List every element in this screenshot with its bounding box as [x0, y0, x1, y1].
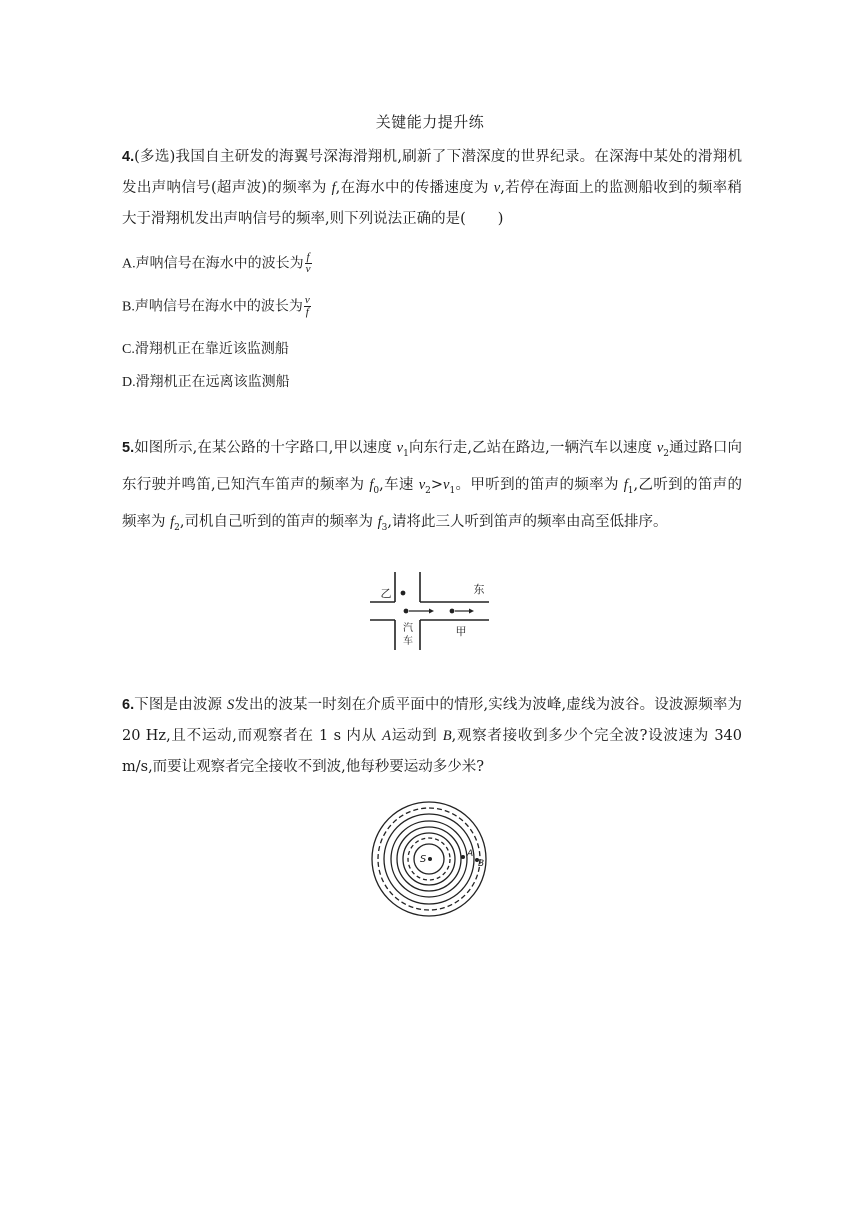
fraction-denominator: f: [305, 306, 309, 318]
question-5-text: ,乙听到的笛声的频率为: [122, 476, 743, 530]
section-title: 关键能力提升练: [375, 113, 485, 131]
point-a-dot: [461, 855, 465, 859]
option-c-text: 滑翔机正在靠近该监测船: [134, 341, 289, 357]
option-d: [122, 371, 290, 391]
option-a: [122, 252, 312, 275]
question-5-text: ,请将此三人听到笛声的频率由高至低排序。: [387, 513, 668, 530]
label-a: A: [467, 849, 474, 859]
option-b-text: 声呐信号在海水中的波长为: [134, 298, 303, 315]
question-6-text: 运动到: [391, 728, 443, 744]
subscript: 1: [403, 448, 409, 459]
subscript: 3: [381, 522, 388, 533]
symbol-v: v: [443, 476, 450, 493]
fraction-denominator: v: [305, 263, 311, 275]
option-b-letter: B.: [122, 299, 135, 315]
question-6: [122, 690, 742, 783]
option-d-letter: D.: [122, 375, 136, 390]
option-d-text: 滑翔机正在远离该监测船: [135, 374, 290, 390]
source-s-dot: [428, 857, 432, 861]
symbol-f: f: [623, 476, 628, 493]
symbol-f: f: [377, 513, 382, 530]
option-c: [122, 338, 289, 358]
question-4-tag: (多选): [134, 149, 176, 165]
car-arrowhead: [429, 609, 434, 614]
question-4-text: ,在海水中的传播速度为: [335, 180, 494, 196]
symbol-a: A: [382, 728, 392, 744]
option-b: [122, 295, 311, 318]
fraction-v-over-f: [304, 295, 311, 318]
question-6-text: 发出的波某一时刻在介质平面中的情形,实线为波峰,虚线为波谷。设波源频率为 20 Hz,且不运动,而观察者在 1 s 内从: [122, 697, 743, 744]
fraction-f-over-v: [305, 252, 312, 275]
subscript: 2: [663, 448, 669, 459]
car-dot: [404, 609, 409, 614]
jia-arrowhead: [469, 609, 474, 614]
question-4-paren-close: ): [497, 211, 504, 227]
question-6-number: 6.: [122, 697, 135, 713]
label-yi: 乙: [380, 587, 392, 600]
label-car-2: 车: [403, 636, 413, 647]
question-5-text: ,车速: [379, 476, 419, 493]
fraction-numerator: f: [306, 251, 310, 263]
option-a-text: 声呐信号在海水中的波长为: [135, 255, 304, 272]
option-c-letter: C.: [122, 342, 135, 357]
label-s: S: [419, 854, 427, 865]
subscript: 2: [174, 522, 180, 533]
fraction-numerator: v: [304, 294, 310, 306]
question-5-text: 向东行走,乙站在路边,一辆汽车以速度: [408, 440, 657, 456]
symbol-v: v: [396, 440, 404, 456]
subscript: 1: [449, 485, 456, 496]
person-jia-dot: [450, 609, 455, 614]
person-yi-dot: [401, 591, 406, 596]
question-5-text: ,司机自己听到的笛声的频率为: [179, 513, 378, 530]
greater-than: >: [430, 476, 444, 493]
question-4-text: 我国自主研发的海翼号深海滑翔机,刷新了下潜深度的世界纪录。在深海中某处的滑翔机发出声呐信号(超声波)的频率为: [122, 149, 742, 196]
crossroad-figure: [368, 570, 492, 652]
question-4-text: ,若停在海面上的监测船收到的频率稍大于滑翔机发出声呐信号的频率,则下列说法正确的是(: [122, 180, 742, 227]
question-4: [122, 142, 742, 235]
symbol-f: f: [170, 513, 175, 530]
label-b: B: [478, 859, 485, 869]
subscript: 2: [425, 485, 431, 496]
symbol-v: v: [493, 180, 501, 196]
label-jia: 甲: [455, 625, 467, 638]
question-5-text: 。甲听到的笛声的频率为: [455, 476, 624, 493]
question-6-text: 下图是由波源: [134, 697, 227, 713]
symbol-s: S: [226, 697, 235, 713]
symbol-b: B: [442, 728, 452, 744]
symbol-v: v: [418, 476, 426, 493]
label-car-1: 汽: [403, 623, 413, 634]
question-4-number: 4.: [122, 149, 135, 165]
symbol-v: v: [656, 440, 664, 456]
symbol-f: f: [331, 180, 336, 196]
wave-circles-figure: [367, 800, 493, 918]
option-a-letter: A.: [122, 256, 136, 272]
symbol-f: f: [369, 476, 374, 493]
subscript: 0: [373, 485, 380, 496]
subscript: 1: [627, 485, 634, 496]
label-east: 东: [473, 583, 485, 596]
question-5-number: 5.: [122, 440, 135, 456]
question-6-text: ,观察者接收到多少个完全波?设波速为 340 m/s,而要让观察者完全接收不到波,他每秒要运动多少米?: [122, 728, 743, 775]
question-5-text: 通过路口向东行驶并鸣笛,已知汽车笛声的频率为: [122, 440, 743, 493]
question-5: [122, 433, 742, 544]
question-5-text: 如图所示,在某公路的十字路口,甲以速度: [134, 440, 397, 456]
